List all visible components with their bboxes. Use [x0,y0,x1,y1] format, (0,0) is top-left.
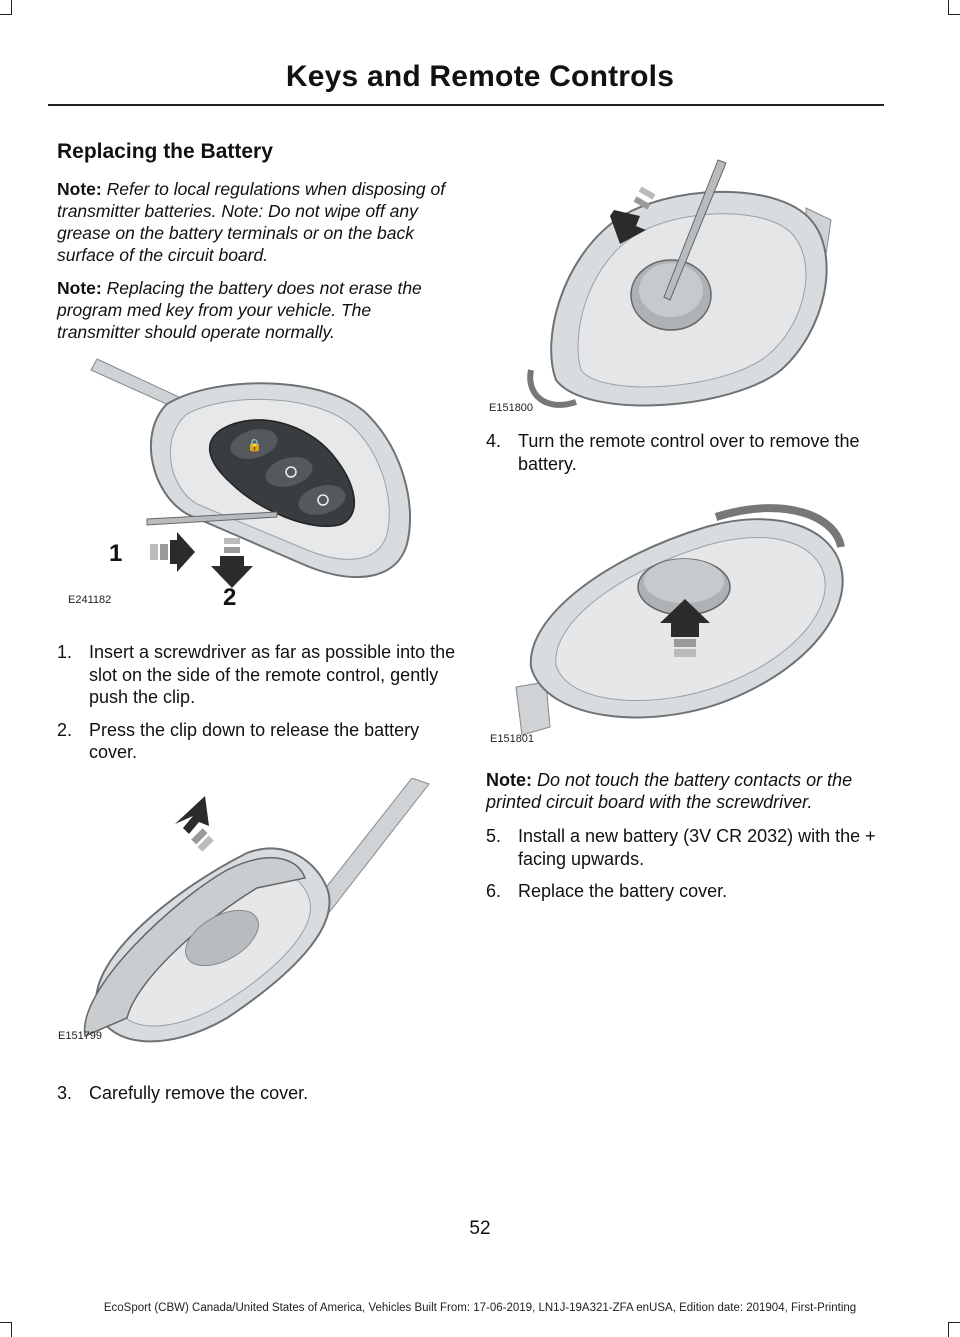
callout-2: 2 [223,584,237,611]
step-text: Replace the battery cover. [518,881,728,901]
crop-mark-top-right [948,0,960,15]
steps-list-step3 [57,1082,457,1105]
step-number: 3. [57,1082,73,1103]
figure-code: E151800 [489,402,534,414]
step-number: 2. [57,719,73,740]
note-label: Note: [57,179,102,199]
crop-mark-bottom-right [948,1322,960,1337]
note-grease [57,178,457,266]
step-text: Turn the remote control over to remove the battery. [518,431,860,474]
step-text: Install a new battery (3V CR 2032) with the + facing upwards. [518,826,876,869]
footer-edition-info: EcoSport (CBW) Canada/United States of America, Vehicles Built From: 17-06-2019, LN1J-19A321-ZFA enUSA, Edition date: 201904, First-Printing [103,1302,857,1314]
header-rule [48,104,884,106]
figure-e151800 [486,140,886,420]
step-6 [486,880,886,903]
battery-compartment-illustration [486,140,886,420]
figure-code: E241182 [68,594,112,606]
step-text: Press the clip down to release the battery cover. [89,719,420,762]
step-number: 4. [486,431,502,451]
crop-mark-bottom-left [0,1322,12,1337]
section-title: Replacing the Battery [57,140,273,163]
figure-code: E151801 [490,733,535,745]
figure-code: E151799 [58,1029,103,1042]
remote-cover-illustration [57,778,457,1070]
note-label: Note: [486,770,532,790]
battery-removal-illustration [486,487,886,749]
step-5 [486,825,886,870]
left-column [57,140,457,1114]
step-number: 1. [57,642,73,662]
step-number: 6. [486,881,502,901]
steps-list-left [57,641,457,764]
figure-e151801 [486,487,886,749]
page-number: 52 [469,1218,491,1239]
step-2 [57,719,457,764]
svg-text:🔒: 🔒 [247,438,262,452]
note-programmed-key [57,277,457,343]
steps-list-step4 [486,430,886,475]
note-battery-contacts [486,769,886,813]
steps-list-right [486,825,886,903]
note-text: Do not touch the battery contacts or the printed circuit board with the screwdriver. [486,770,853,812]
right-column [486,140,886,913]
callout-1: 1 [109,540,123,567]
step-text: Carefully remove the cover. [89,1082,309,1103]
step-3 [57,1082,457,1105]
note-text: Refer to local regulations when disposing of transmitter batteries. Note: Do not wipe off any grease on the battery terminals or on the back surface of the circuit board. [57,179,446,265]
step-1 [57,641,457,709]
note-text: Replacing the battery does not erase the program med key from your vehicle. The transmitter should operate normally. [57,278,422,342]
crop-mark-top-left [0,0,12,15]
figure-e241182 [57,354,457,622]
step-text: Insert a screwdriver as far as possible into the slot on the side of the remote control, gently push the clip. [89,642,456,707]
remote-key-illustration [57,354,457,622]
step-4 [486,430,886,475]
page-header-title: Keys and Remote Controls [285,60,675,93]
note-label: Note: [57,278,102,298]
figure-e151799 [57,778,457,1070]
step-number: 5. [486,826,502,846]
